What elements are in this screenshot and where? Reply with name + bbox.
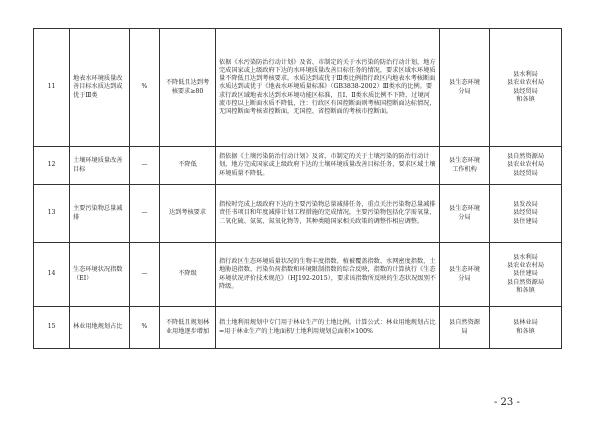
row-number: 14 (34, 243, 70, 307)
department-line: 分局 (458, 274, 471, 282)
cooperating-department: 县水利局 (513, 254, 538, 262)
table-row (34, 307, 562, 349)
responsible-department (440, 307, 490, 349)
cooperating-department: 县经贸局 (513, 209, 538, 217)
indicator-name: 土壤环境质量改善目标 (70, 147, 130, 185)
row-number: 13 (34, 185, 70, 243)
cooperating-department: 县经贸局 (513, 87, 538, 95)
indicator-table (33, 28, 562, 349)
department-line: 局 (461, 327, 468, 335)
responsible-department (440, 147, 490, 185)
cooperating-department: 县自然资源局 (506, 153, 545, 161)
cooperating-department: 县自然资源局 (506, 278, 545, 286)
cooperating-department: 和各镇 (516, 95, 535, 103)
cooperating-department: 县林业局 (513, 319, 538, 327)
responsible-department (440, 243, 490, 307)
indicator-description: 指依据《土壤污染防治行动计划》及省、市制定的关于土壤污染的防治行动计划，地方完成国家或上级政府下达的土壤环境质量改善目标任务，要求区域土壤环境质量不降低。 (216, 147, 440, 185)
indicator-target: 不降低且规划林业用地逐步增加 (160, 307, 216, 349)
cooperating-departments (490, 29, 562, 147)
indicator-description: 指土地利用规划中专门用于林业生产的土地比例。计算公式：林业用地规划占比=用于林业生产的土地面积/土地利用规划总面积×100% (216, 307, 440, 349)
cooperating-departments (490, 147, 562, 185)
indicator-unit: — (130, 185, 160, 243)
department-line: 分局 (458, 87, 471, 95)
indicator-name: 地表水环境质量改善目标水质达到或优于Ⅲ类 (70, 29, 130, 147)
cooperating-department: 县农业农村局 (506, 161, 545, 169)
responsible-department (440, 185, 490, 243)
cooperating-department: 县住建局 (513, 217, 538, 225)
responsible-department (440, 29, 490, 147)
cooperating-department: 县水利局 (513, 71, 538, 79)
cooperating-department: 和各镇 (516, 327, 535, 335)
department-line: 分局 (458, 213, 471, 221)
cooperating-department: 县农业农村局 (506, 79, 545, 87)
indicator-unit: % (130, 307, 160, 349)
indicator-target: 达到考核要求 (160, 185, 216, 243)
indicator-target: 不降级 (160, 243, 216, 307)
cooperating-department: 县经贸局 (513, 169, 538, 177)
cooperating-departments (490, 307, 562, 349)
department-line: 县生态环境 (449, 205, 480, 213)
row-number: 11 (34, 29, 70, 147)
indicator-unit: — (130, 147, 160, 185)
cooperating-departments (490, 185, 562, 243)
department-line: 县生态环境 (449, 266, 480, 274)
indicator-unit: — (130, 243, 160, 307)
department-line: 县自然资源 (449, 319, 480, 327)
table-row (34, 147, 562, 185)
indicator-description: 指行政区生态环境质量状况的生物丰度指数、植被覆盖指数、水网密度指数、土地胁迫指数、污染负荷指数和环境限制指数的综合反映，指数的计算执行《生态环境状况评价技术规范》（HJ192-2015），要求该指数所反映的生态状况级别不降级。 (216, 243, 440, 307)
cooperating-department: 县农业农村局 (506, 262, 545, 270)
indicator-target: 不降低 (160, 147, 216, 185)
indicator-description: 依据《水污染防治行动计划》及省、市制定的关于水污染的防治行动计划，地方完成国家或上级政府下达的水环境质量改善目标任务的情况，要求区域水环境质量不降低且达到考核要求。水质达到或优于Ⅲ类比例指行政区内地表水考核断面水质达到或优于《地表水环境质量标准》（GB3838-2002）Ⅲ类水的比例。要求行政区域地表水达到水环境功能区标准，且Ⅰ、Ⅱ类水质比例不下降，过境河流市控以上断面水质不降低，注：行政区有国控断面则考核国控断面达标情况，无国控断面考核省控断面，无国控、省控断面的考核市控断面。 (216, 29, 440, 147)
indicator-target: 不降低且达到考核要求≥80 (160, 29, 216, 147)
page-number: - 23 - (494, 397, 520, 408)
department-line: 县生态环境 (449, 79, 480, 87)
table-row (34, 185, 562, 243)
table-row (34, 29, 562, 147)
department-line: 县生态环境 (449, 157, 480, 165)
cooperating-departments (490, 243, 562, 307)
department-line: 工作机构 (452, 165, 477, 173)
row-number: 12 (34, 147, 70, 185)
table-row (34, 243, 562, 307)
row-number: 15 (34, 307, 70, 349)
cooperating-department: 县发改局 (513, 201, 538, 209)
indicator-name: 生态环境状况指数（EI） (70, 243, 130, 307)
indicator-description: 指按时完成上级政府下达的主要污染物总量减排任务，重点关注污染物总量减排责任书项目和年度减排计划工程措施的完成情况，主要污染物包括化学需氧量、二氧化硫、氨氮、氮氧化物等，其种类随国家相关政策的调整作相应调整。 (216, 185, 440, 243)
indicator-unit: % (130, 29, 160, 147)
indicator-name: 主要污染物总量减排 (70, 185, 130, 243)
cooperating-department: 县住建局 (513, 270, 538, 278)
indicator-name: 林业用地规划占比 (70, 307, 130, 349)
cooperating-department: 和各镇 (516, 286, 535, 294)
